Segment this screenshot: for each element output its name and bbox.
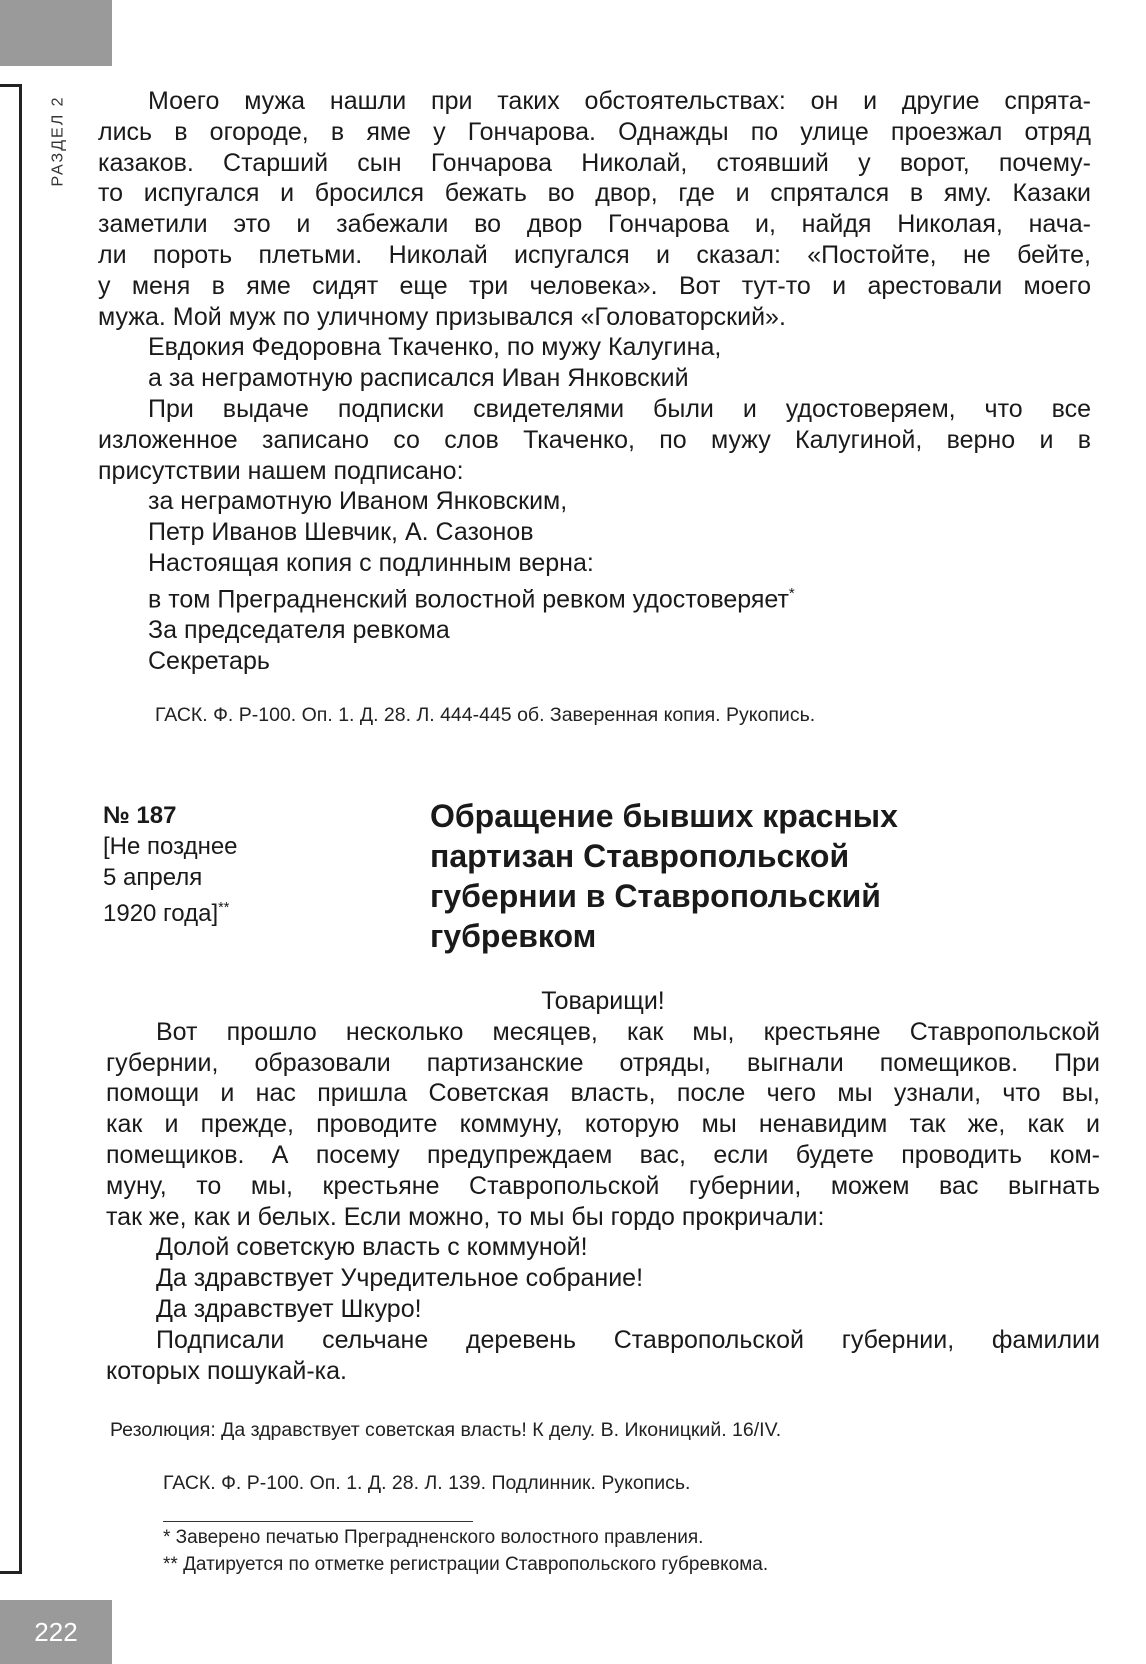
- slogan: Долой советскую власть с коммуной!: [156, 1233, 588, 1262]
- closing-line: которых пошукай-ка.: [106, 1356, 347, 1385]
- body-line: помощи и нас пришла Советская власть, после чего мы узнали, что вы,: [106, 1079, 1100, 1108]
- document-title: [430, 796, 1030, 956]
- salutation: Товарищи!: [541, 987, 665, 1015]
- footnote: ** Датируется по отметке регистрации Ставропольского губревкома.: [163, 1554, 769, 1575]
- testimony-paragraph: [98, 86, 1091, 676]
- footnote-marker: **: [218, 900, 230, 916]
- body-line: Вот прошло несколько месяцев, как мы, крестьяне Ставропольской: [156, 1017, 1100, 1046]
- title-line: Обращение бывших красных: [430, 798, 898, 834]
- witness-signature: за неграмотную Иваном Янковским,: [148, 487, 568, 516]
- section-margin-rule: [0, 84, 22, 1574]
- testimony-line: ли пороть плетьми. Николай испугался и сказал: «Постойте, не бейте,: [98, 240, 1091, 269]
- testimony-line: казаков. Старший сын Гончарова Николай, стоявший у ворот, почему-: [98, 148, 1091, 177]
- document-meta: [103, 800, 333, 929]
- section-label-text: РАЗДЕЛ 2: [50, 95, 68, 187]
- section-label: [44, 76, 74, 206]
- footnote: * Заверено печатью Преградненского волостного правления.: [163, 1527, 704, 1548]
- archive-source: ГАСК. Ф. Р-100. Оп. 1. Д. 28. Л. 139. Подлинник. Рукопись.: [163, 1472, 691, 1494]
- body-line: губернии, образовали партизанские отряды, выгнали помещиков. При: [106, 1048, 1100, 1077]
- copy-certification: в том Преградненский волостной ревком удостоверяет*: [148, 584, 795, 614]
- closing-line: Подписали сельчане деревень Ставропольской губернии, фамилии: [156, 1325, 1100, 1354]
- footnote-marker: *: [788, 584, 795, 602]
- resolution: Резолюция: Да здравствует советская власть! К делу. В. Иконицкий. 16/IV.: [110, 1419, 782, 1441]
- title-line: партизан Ставропольской: [430, 838, 850, 874]
- testimony-line: лись в огороде, в яме у Гончарова. Однажды по улице проезжал отряд: [98, 117, 1091, 146]
- title-line: губернии в Ставропольский: [430, 878, 881, 914]
- chairman-line: За председателя ревкома: [148, 615, 450, 644]
- signature-line: Евдокия Федоровна Ткаченко, по мужу Калугина,: [148, 333, 722, 362]
- copy-note: Настоящая копия с подлинным верна:: [148, 548, 594, 577]
- body-line: помещиков. А посему предупреждаем вас, если будете проводить ком-: [106, 1140, 1100, 1169]
- testimony-line: у меня в яме сидят еще три человека». Вот тут-то и арестовали моего: [98, 271, 1091, 300]
- testimony-line: мужа. Мой муж по уличному призывался «Головаторский».: [98, 302, 786, 331]
- body-line: как и прежде, проводите коммуну, которую мы ненавидим так же, как и: [106, 1110, 1100, 1139]
- secretary-line: Секретарь: [148, 646, 270, 675]
- testimony-line: заметили это и забежали во двор Гончарова и, найдя Николая, нача-: [98, 210, 1091, 239]
- witness-signature: Петр Иванов Шевчик, А. Сазонов: [148, 518, 534, 547]
- body-line: так же, как и белых. Если можно, то мы бы гордо прокричали:: [106, 1202, 825, 1231]
- archive-source: ГАСК. Ф. Р-100. Оп. 1. Д. 28. Л. 444-445 об. Заверенная копия. Рукопись.: [155, 704, 816, 726]
- document-date: 5 апреля: [103, 864, 203, 891]
- slogan: Да здравствует Учредительное собрание!: [156, 1264, 644, 1293]
- document-date: [Не позднее: [103, 833, 238, 860]
- body-line: муну, то мы, крестьяне Ставропольской губернии, можем вас выгнать: [106, 1171, 1100, 1200]
- witness-line: изложенное записано со слов Ткаченко, по мужу Калугиной, верно и в: [98, 425, 1091, 454]
- document-date: 1920 года]**: [103, 900, 230, 927]
- witness-line: присутствии нашем подписано:: [98, 456, 464, 485]
- testimony-line: то испугался и бросился бежать во двор, где и спрятался в яму. Казаки: [98, 179, 1091, 208]
- slogan: Да здравствует Шкуро!: [156, 1294, 422, 1323]
- document-body: [106, 986, 1100, 1386]
- witness-line: При выдаче подписки свидетелями были и удостоверяем, что все: [148, 394, 1091, 423]
- title-line: губревком: [430, 918, 597, 954]
- signature-line: а за неграмотную расписался Иван Янковский: [148, 364, 689, 393]
- document-number: № 187: [103, 802, 177, 829]
- testimony-line: Моего мужа нашли при таких обстоятельствах: он и другие спрята-: [148, 87, 1091, 115]
- page-number: 222: [34, 1616, 78, 1647]
- footnote-divider: [163, 1521, 473, 1522]
- header-gray-block: [0, 0, 112, 66]
